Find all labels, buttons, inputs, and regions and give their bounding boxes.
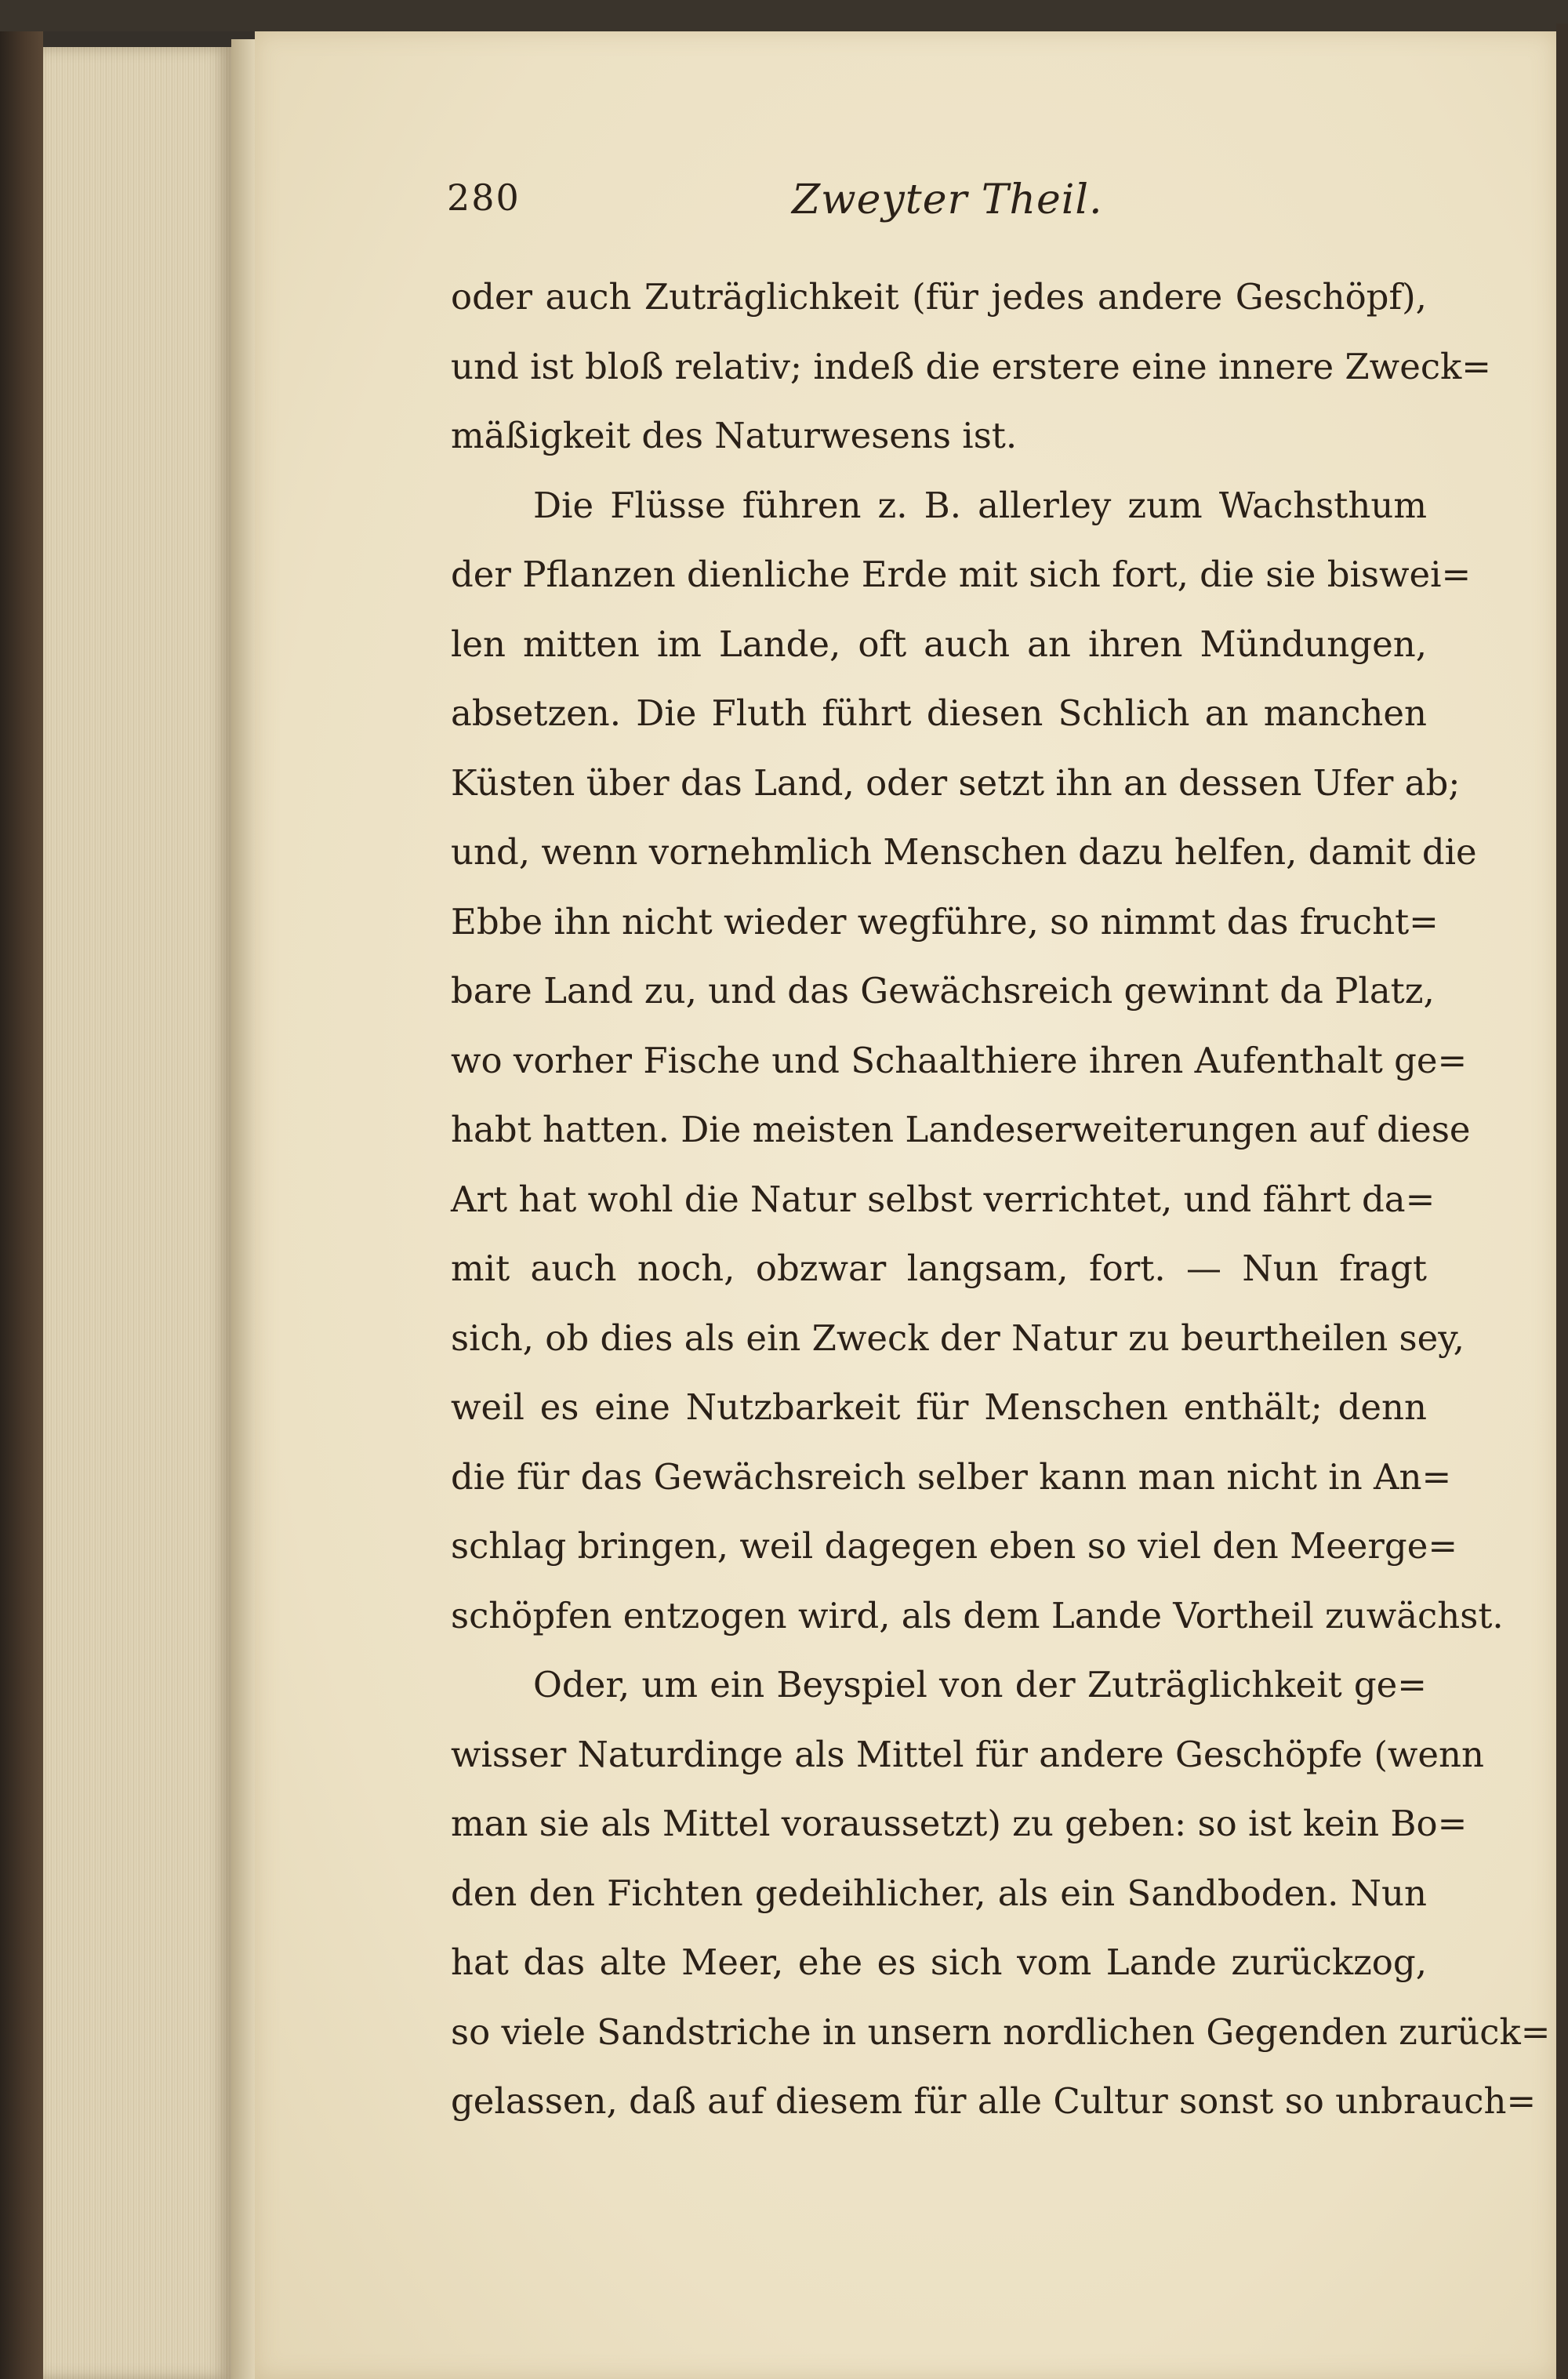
text-line: bare Land zu, und das Gewächsreich gewinnt da Platz, bbox=[451, 970, 1435, 1012]
text-line: so viele Sandstriche in unsern nordlichen Gegenden zurück= bbox=[451, 2010, 1551, 2053]
text-line: weil es eine Nutzbarkeit für Menschen enthält; denn bbox=[451, 1386, 1427, 1428]
right-edge bbox=[1556, 24, 1568, 2379]
text-line: der Pflanzen dienliche Erde mit sich fort, die sie biswei= bbox=[451, 554, 1472, 595]
text-line: und, wenn vornehmlich Menschen dazu helfen, damit die bbox=[451, 831, 1477, 873]
page-number: 280 bbox=[447, 176, 521, 219]
text-line: wisser Naturdinge als Mittel für andere Geschöpfe (wenn bbox=[451, 1733, 1484, 1775]
text-line: habt hatten. Die meisten Landeserweiterungen auf diese bbox=[451, 1109, 1471, 1150]
text-line: oder auch Zuträglichkeit (für jedes andere Geschöpf), bbox=[451, 276, 1427, 318]
text-line: schöpfen entzogen wird, als dem Lande Vortheil zuwächst. bbox=[451, 1594, 1504, 1636]
text-line: len mitten im Lande, oft auch an ihren Mündungen, bbox=[451, 623, 1427, 665]
text-line: und ist bloß relativ; indeß die erstere eine innere Zweck= bbox=[451, 345, 1491, 387]
text-line: Art hat wohl die Natur selbst verrichtet, und fährt da= bbox=[451, 1178, 1436, 1220]
body-text bbox=[451, 263, 1551, 2137]
page-header bbox=[447, 176, 1427, 239]
text-line: hat das alte Meer, ehe es sich vom Lande zurückzog, bbox=[451, 1941, 1427, 1983]
text-line: Ebbe ihn nicht wieder wegführe, so nimmt das frucht= bbox=[451, 900, 1439, 943]
text-line: man sie als Mittel voraussetzt) zu geben: so ist kein Bo= bbox=[451, 1803, 1468, 1844]
page-gutter bbox=[231, 39, 255, 2379]
text-line: Die Flüsse führen z. B. allerley zum Wachsthum bbox=[533, 484, 1427, 526]
running-title: Zweyter Theil. bbox=[792, 176, 1103, 223]
book-cover-edge bbox=[0, 31, 43, 2379]
text-line: Oder, um ein Beyspiel von der Zuträglichkeit ge= bbox=[533, 1664, 1427, 1705]
text-line: die für das Gewächsreich selber kann man nicht in An= bbox=[451, 1455, 1452, 1498]
text-line: absetzen. Die Fluth führt diesen Schlich an manchen bbox=[451, 692, 1427, 734]
text-line: den den Fichten gedeihlicher, als ein Sandboden. Nun bbox=[451, 1872, 1427, 1914]
text-line: mäßigkeit des Naturwesens ist. bbox=[451, 415, 1018, 456]
text-line: sich, ob dies als ein Zweck der Natur zu beurtheilen sey, bbox=[451, 1317, 1465, 1359]
text-line: gelassen, daß auf diesem für alle Cultur sonst so unbrauch= bbox=[451, 2080, 1537, 2122]
text-line: Küsten über das Land, oder setzt ihn an dessen Ufer ab; bbox=[451, 761, 1461, 804]
text-line: wo vorher Fische und Schaalthiere ihren Aufenthalt ge= bbox=[451, 1039, 1468, 1081]
top-edge bbox=[0, 0, 1568, 31]
page-block-edges bbox=[43, 47, 231, 2379]
text-line: mit auch noch, obzwar langsam, fort. — Nun fragt bbox=[451, 1248, 1427, 1289]
text-line: schlag bringen, weil dagegen eben so viel den Meerge= bbox=[451, 1525, 1458, 1567]
